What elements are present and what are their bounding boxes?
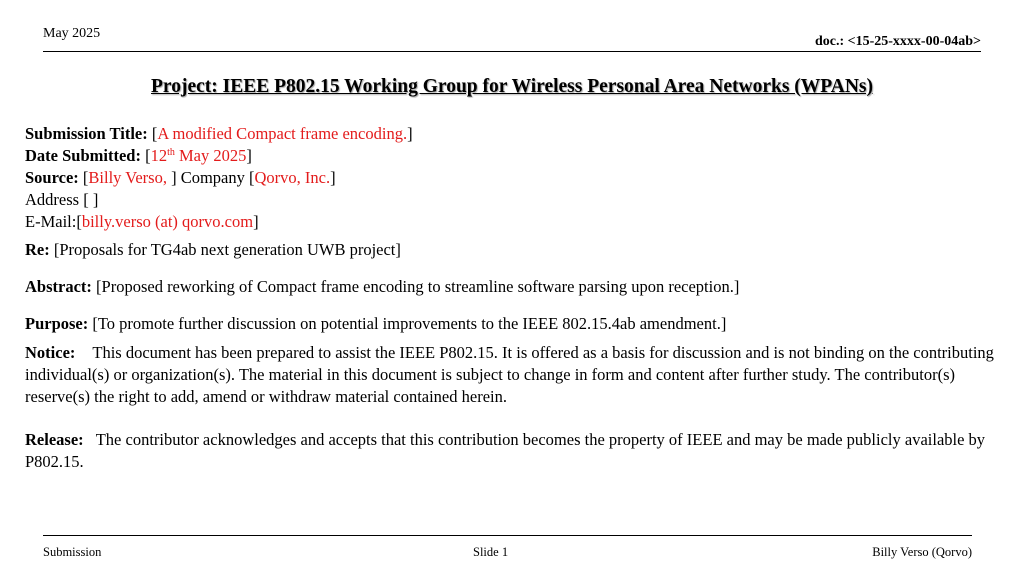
- submission-title-line: Submission Title: [A modified Compact frame encoding.]: [25, 124, 413, 143]
- email-label: E-Mail:[: [25, 212, 82, 231]
- footer-submission: Submission: [43, 545, 102, 559]
- release-paragraph: [25, 429, 1000, 473]
- footer-author: Billy Verso (Qorvo): [872, 545, 972, 559]
- header-rule: [43, 51, 981, 52]
- submission-title-value: A modified Compact frame encoding.: [157, 124, 408, 143]
- purpose-value: [To promote further discussion on potential improvements to the IEEE 802.15.4ab amendment.]: [92, 314, 727, 333]
- purpose-label: Purpose:: [25, 314, 89, 333]
- header-doc-id: doc.: <15-25-xxxx-00-04ab>: [814, 34, 981, 49]
- header-date: May 2025: [43, 26, 101, 41]
- email-line: E-Mail:[billy.verso (at) qorvo.com]: [25, 212, 259, 231]
- date-submitted-line: Date Submitted: [12th May 2025]: [25, 146, 252, 165]
- re-value: [Proposals for TG4ab next generation UWB project]: [53, 240, 401, 259]
- address-line: Address [ ]: [25, 190, 99, 209]
- purpose-line: [25, 313, 994, 335]
- date-month-year: May 2025: [174, 146, 247, 165]
- project-title: Project: IEEE P802.15 Working Group for Wireless Personal Area Networks (WPANs): [150, 76, 873, 97]
- re-line: [25, 239, 994, 261]
- abstract-label: Abstract:: [25, 277, 92, 296]
- date-ordinal: th: [167, 147, 175, 158]
- abstract-line: [25, 276, 994, 298]
- source-label: Source:: [25, 168, 79, 187]
- footer-rule: [43, 535, 972, 536]
- abstract-value: [Proposed reworking of Compact frame encoding to streamline software parsing upon reception.]: [96, 277, 740, 296]
- notice-paragraph: [25, 342, 1000, 408]
- re-label: Re:: [25, 240, 50, 259]
- source-value: Billy Verso,: [88, 168, 172, 187]
- submission-title-label: Submission Title:: [25, 124, 148, 143]
- date-day: 12: [150, 146, 168, 165]
- source-line: Source: [Billy Verso, ] Company [Qorvo, Inc.]: [25, 168, 336, 187]
- date-submitted-label: Date Submitted:: [25, 146, 141, 165]
- company-label: Company [: [176, 168, 255, 187]
- notice-label: Notice:: [25, 343, 76, 362]
- footer-slide-number: Slide 1: [473, 545, 509, 559]
- release-label: Release:: [25, 430, 84, 449]
- release-text: The contributor acknowledges and accepts that this contribution becomes the property of IEEE and may be made publicly available by P802.15.: [25, 430, 986, 471]
- notice-text: This document has been prepared to assist the IEEE P802.15. It is offered as a basis for discussion and is not binding on the contributing individual(s) or organization(s). The material in this document is subject to change in form and content after further study. The contributor(s) reserve(s) the right to add, amend or withdraw material contained herein.: [25, 343, 994, 406]
- email-value: billy.verso (at) qorvo.com: [81, 212, 254, 231]
- date-submitted-value: [151, 146, 247, 165]
- company-value: Qorvo, Inc.: [254, 168, 331, 187]
